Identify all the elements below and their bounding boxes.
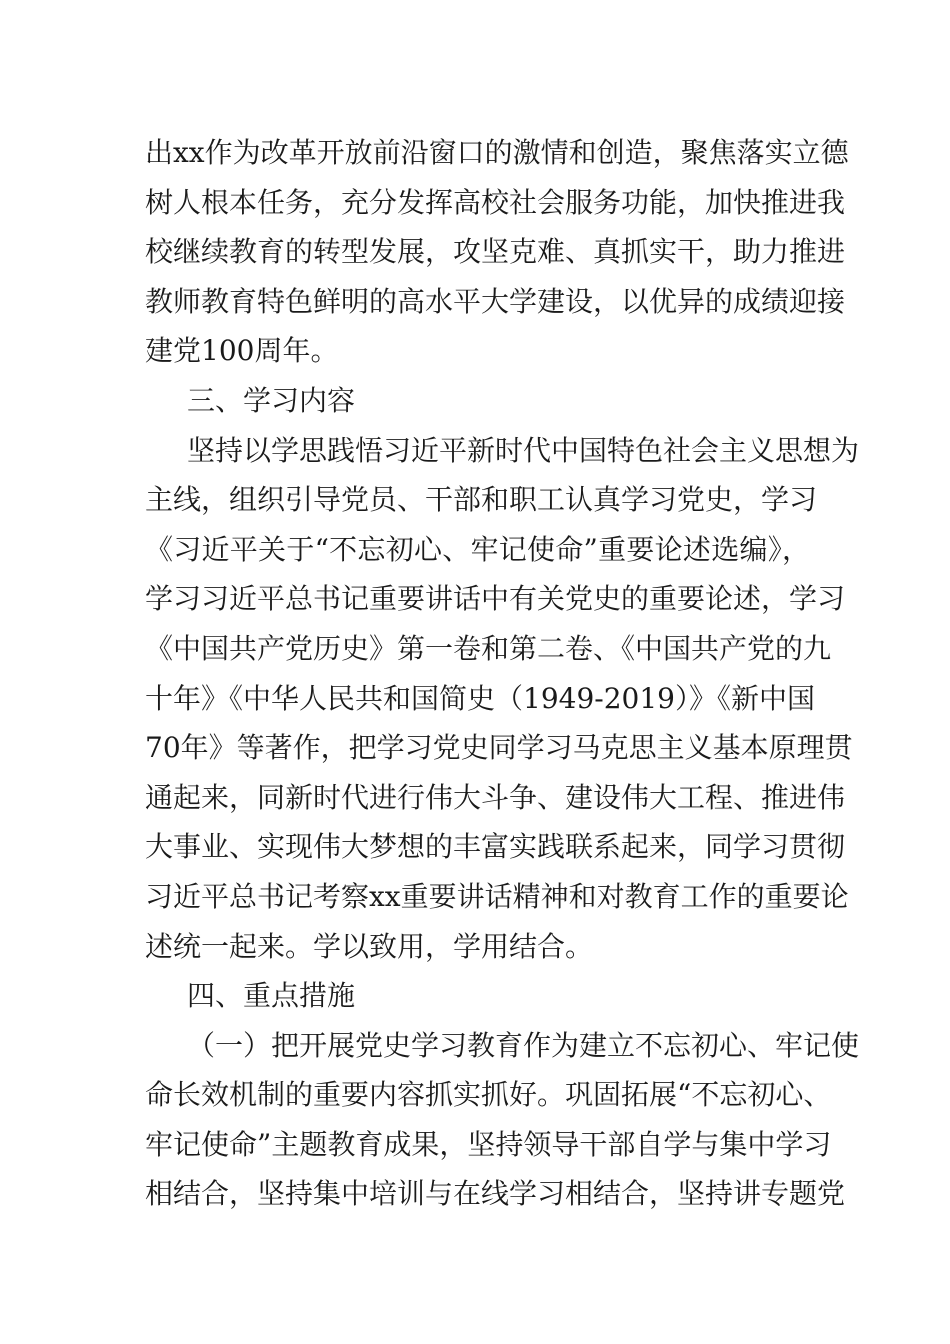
text-line: 述统一起来。学以致用，学用结合。 [145, 929, 594, 963]
text-line: 《中国共产党历史》第一卷和第二卷、《中国共产党的九 [145, 631, 832, 665]
text-line: 教师教育特色鲜明的高水平大学建设，以优异的成绩迎接 [145, 284, 846, 318]
section-heading-study-content: 三、学习内容 [187, 383, 356, 417]
document-body-text [145, 128, 860, 1219]
text-line: 坚持以学思践悟习近平新时代中国特色社会主义思想为 [187, 433, 860, 467]
text-line: 十年》《中华人民共和国简史（1949-2019）》《新中国 [145, 681, 815, 715]
text-line: 习近平总书记考察xx重要讲话精神和对教育工作的重要论 [145, 879, 849, 913]
text-line: 相结合，坚持集中培训与在线学习相结合，坚持讲专题党 [145, 1177, 846, 1211]
text-line: 主线，组织引导党员、干部和职工认真学习党史，学习 [145, 483, 818, 517]
text-line: 命长效机制的重要内容抓实抓好。巩固拓展“不忘初心、 [145, 1078, 832, 1112]
text-line: 《习近平关于“不忘初心、牢记使命”重要论述选编》， [145, 532, 810, 566]
section-heading-key-measures: 四、重点措施 [187, 979, 356, 1013]
text-line: 70年》等著作，把学习党史同学习马克思主义基本原理贯 [145, 731, 853, 765]
text-line: 校继续教育的转型发展，攻坚克难、真抓实干，助力推进 [145, 235, 846, 269]
text-line: 学习习近平总书记重要讲话中有关党史的重要论述，学习 [145, 582, 846, 616]
text-line: 通起来，同新时代进行伟大斗争、建设伟大工程、推进伟 [145, 780, 846, 814]
text-line: 牢记使命”主题教育成果，坚持领导干部自学与集中学习 [145, 1127, 832, 1161]
text-line: 大事业、实现伟大梦想的丰富实践联系起来，同学习贯彻 [145, 830, 846, 864]
text-line: 树人根本任务，充分发挥高校社会服务功能，加快推进我 [145, 185, 846, 219]
text-line: 出xx作为改革开放前沿窗口的激情和创造，聚焦落实立德 [145, 136, 849, 169]
text-line: （一）把开展党史学习教育作为建立不忘初心、牢记使 [187, 1028, 860, 1062]
text-line: 建党100周年。 [145, 334, 339, 368]
